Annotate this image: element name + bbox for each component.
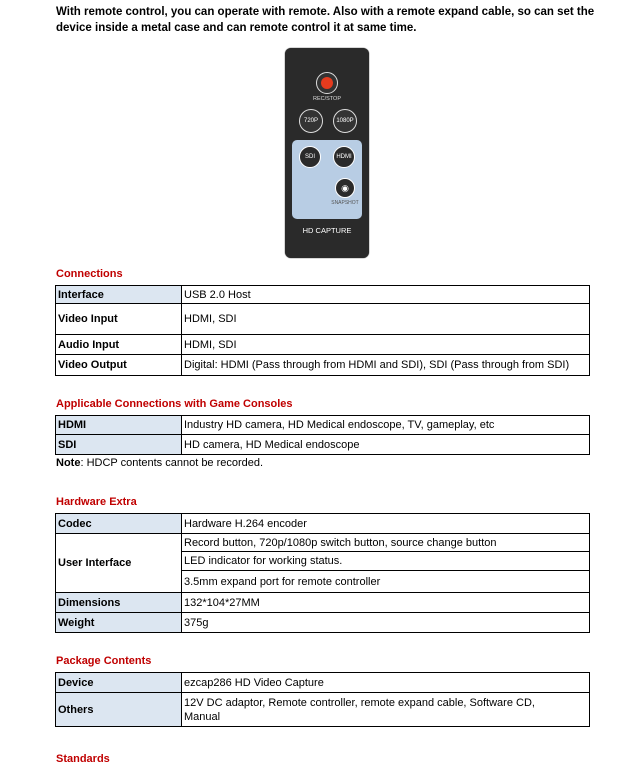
row-value: 375g (182, 613, 590, 633)
hardware-title: Hardware Extra (56, 496, 137, 508)
row-key: Device (56, 673, 182, 693)
rec-stop-button-icon (316, 72, 338, 94)
row-value: Hardware H.264 encoder (182, 514, 590, 534)
row-value: 3.5mm expand port for remote controller (182, 571, 590, 593)
hdmi-button-icon: HDMI (333, 146, 355, 168)
row-key: User Interface (56, 534, 182, 593)
table-row (56, 673, 590, 693)
row-value: HD camera, HD Medical endoscope (182, 435, 590, 455)
remote-panel (292, 140, 362, 219)
row-key: Video Input (56, 304, 182, 335)
game-consoles-table (55, 415, 590, 455)
hdcp-note (56, 457, 263, 469)
camera-snapshot-icon: ◉ (335, 178, 355, 198)
intro-text: With remote control, you can operate with remote. Also with a remote expand cable, so can set the device inside a metal case and can remote control it at same time. (56, 6, 595, 34)
row-value: Industry HD camera, HD Medical endoscope, TV, gameplay, etc (182, 416, 590, 435)
table-row (56, 593, 590, 613)
row-value: Digital: HDMI (Pass through from HDMI and SDI), SDI (Pass through from SDI) (182, 355, 590, 376)
table-row (56, 286, 590, 304)
row-value: LED indicator for working status. (182, 552, 590, 571)
table-row (56, 355, 590, 376)
720p-button-icon: 720P (299, 109, 323, 133)
row-key: Interface (56, 286, 182, 304)
table-row (56, 416, 590, 435)
remote-title: HD CAPTURE (302, 226, 352, 235)
table-row (56, 534, 590, 552)
row-value: USB 2.0 Host (182, 286, 590, 304)
row-key: Dimensions (56, 593, 182, 613)
note-text: : HDCP contents cannot be recorded. (80, 457, 264, 469)
row-key: Audio Input (56, 335, 182, 355)
row-key: SDI (56, 435, 182, 455)
row-key: HDMI (56, 416, 182, 435)
snapshot-label: SNAPSHOT (331, 200, 359, 206)
package-title: Package Contents (56, 655, 152, 667)
row-value (182, 693, 590, 727)
row-key: Codec (56, 514, 182, 534)
1080p-button-icon: 1080P (333, 109, 357, 133)
table-row (56, 613, 590, 633)
game-consoles-title: Applicable Connections with Game Consoles (56, 398, 293, 410)
hardware-table (55, 513, 590, 633)
others-line-2: Manual (184, 710, 221, 723)
note-label: Note (56, 457, 81, 469)
row-value: Record button, 720p/1080p switch button, source change button (182, 534, 590, 552)
table-row (56, 693, 590, 727)
table-row (56, 335, 590, 355)
row-value: HDMI, SDI (182, 304, 590, 335)
row-value: HDMI, SDI (182, 335, 590, 355)
rec-stop-label: REC/STOP (312, 96, 341, 102)
standards-title: Standards (56, 753, 110, 765)
others-line-1: 12V DC adaptor, Remote controller, remote expand cable, Software CD, (184, 696, 535, 709)
table-row (56, 514, 590, 534)
row-key: Video Output (56, 355, 182, 376)
package-table (55, 672, 590, 727)
table-row (56, 304, 590, 335)
connections-table (55, 285, 590, 376)
remote-control-image (285, 48, 369, 258)
row-key: Weight (56, 613, 182, 633)
sdi-button-icon: SDI (299, 146, 321, 168)
row-value: ezcap286 HD Video Capture (182, 673, 590, 693)
connections-title: Connections (56, 268, 123, 280)
row-value: 132*104*27MM (182, 593, 590, 613)
table-row (56, 435, 590, 455)
row-key: Others (56, 693, 182, 727)
